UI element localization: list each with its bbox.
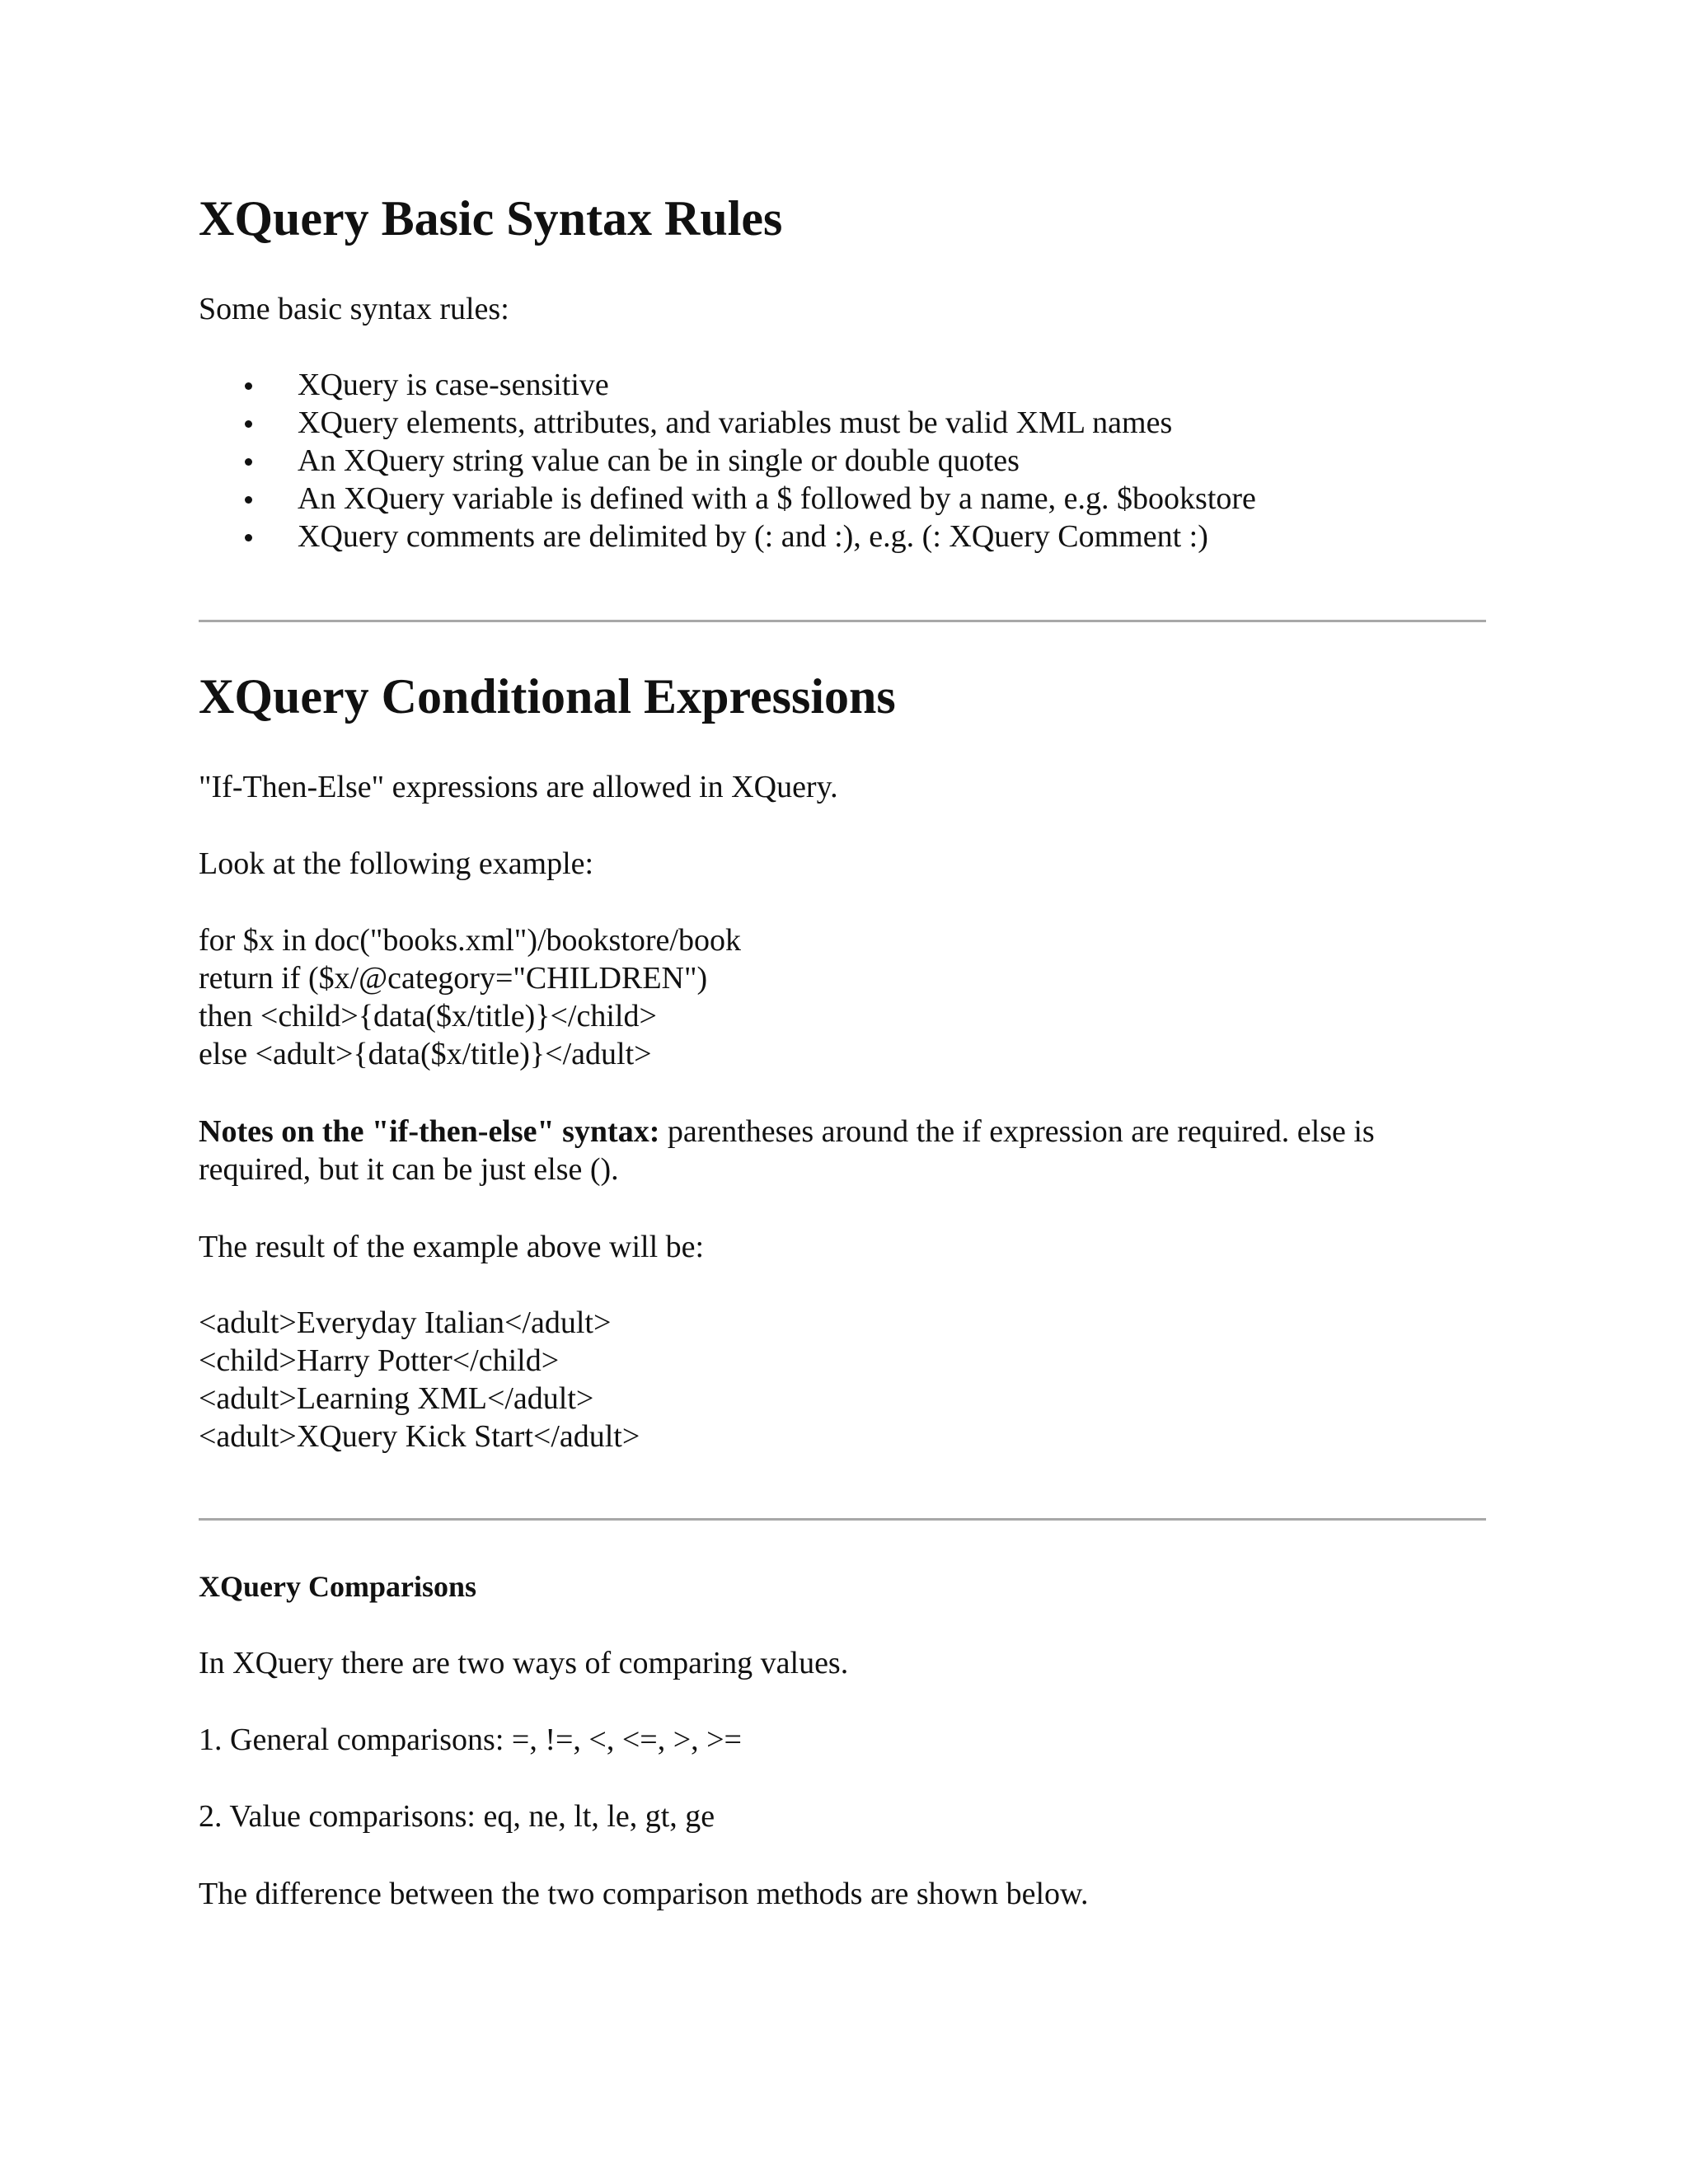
syntax-notes-label: Notes on the "if-then-else" syntax: [199, 1114, 660, 1149]
code-line: then <child>{data($x/title)}</child> [199, 999, 657, 1033]
comparison-difference: The difference between the two comparison methods are shown below. [199, 1877, 1089, 1911]
bullet-icon [245, 534, 252, 541]
list-item: XQuery elements, attributes, and variables must be valid XML names [199, 404, 1256, 442]
bullet-icon [245, 382, 252, 390]
example-intro: Look at the following example: [199, 846, 594, 881]
list-item: XQuery is case-sensitive [199, 366, 1256, 404]
list-item: An XQuery string value can be in single or double quotes [199, 442, 1256, 480]
result-line: <adult>Everyday Italian</adult> [199, 1305, 612, 1340]
result-line: <adult>Learning XML</adult> [199, 1381, 594, 1416]
section-title-basic-syntax: XQuery Basic Syntax Rules [199, 191, 783, 246]
result-line: <adult>XQuery Kick Start</adult> [199, 1419, 640, 1454]
section-title-conditional: XQuery Conditional Expressions [199, 669, 896, 724]
code-line: for $x in doc("books.xml")/bookstore/book [199, 923, 741, 958]
syntax-rules-list [199, 366, 1256, 555]
bullet-icon [245, 496, 252, 504]
bullet-icon [245, 420, 252, 428]
list-item: XQuery comments are delimited by (: and :), e.g. (: XQuery Comment :) [199, 518, 1256, 555]
syntax-notes-text: parentheses around the if expression are required. else is required, but it can be just else (). [199, 1114, 1375, 1187]
section-divider [199, 1518, 1486, 1521]
value-comparisons: 2. Value comparisons: eq, ne, lt, le, gt, ge [199, 1799, 715, 1834]
comparisons-intro: In XQuery there are two ways of comparing values. [199, 1646, 849, 1680]
section-title-comparisons: XQuery Comparisons [199, 1570, 477, 1603]
code-line: else <adult>{data($x/title)}</adult> [199, 1037, 652, 1071]
bullet-icon [245, 458, 252, 466]
result-line: <child>Harry Potter</child> [199, 1343, 560, 1378]
conditional-intro: "If-Then-Else" expressions are allowed in XQuery. [199, 770, 838, 804]
code-example [199, 921, 741, 1073]
code-line: return if ($x/@category="CHILDREN") [199, 961, 708, 996]
result-intro: The result of the example above will be: [199, 1230, 705, 1264]
section-divider [199, 620, 1486, 622]
syntax-notes [199, 1113, 1435, 1188]
result-output [199, 1304, 640, 1455]
basic-syntax-intro: Some basic syntax rules: [199, 292, 509, 326]
general-comparisons: 1. General comparisons: =, !=, <, <=, >, >= [199, 1722, 742, 1757]
list-item: An XQuery variable is defined with a $ followed by a name, e.g. $bookstore [199, 480, 1256, 518]
